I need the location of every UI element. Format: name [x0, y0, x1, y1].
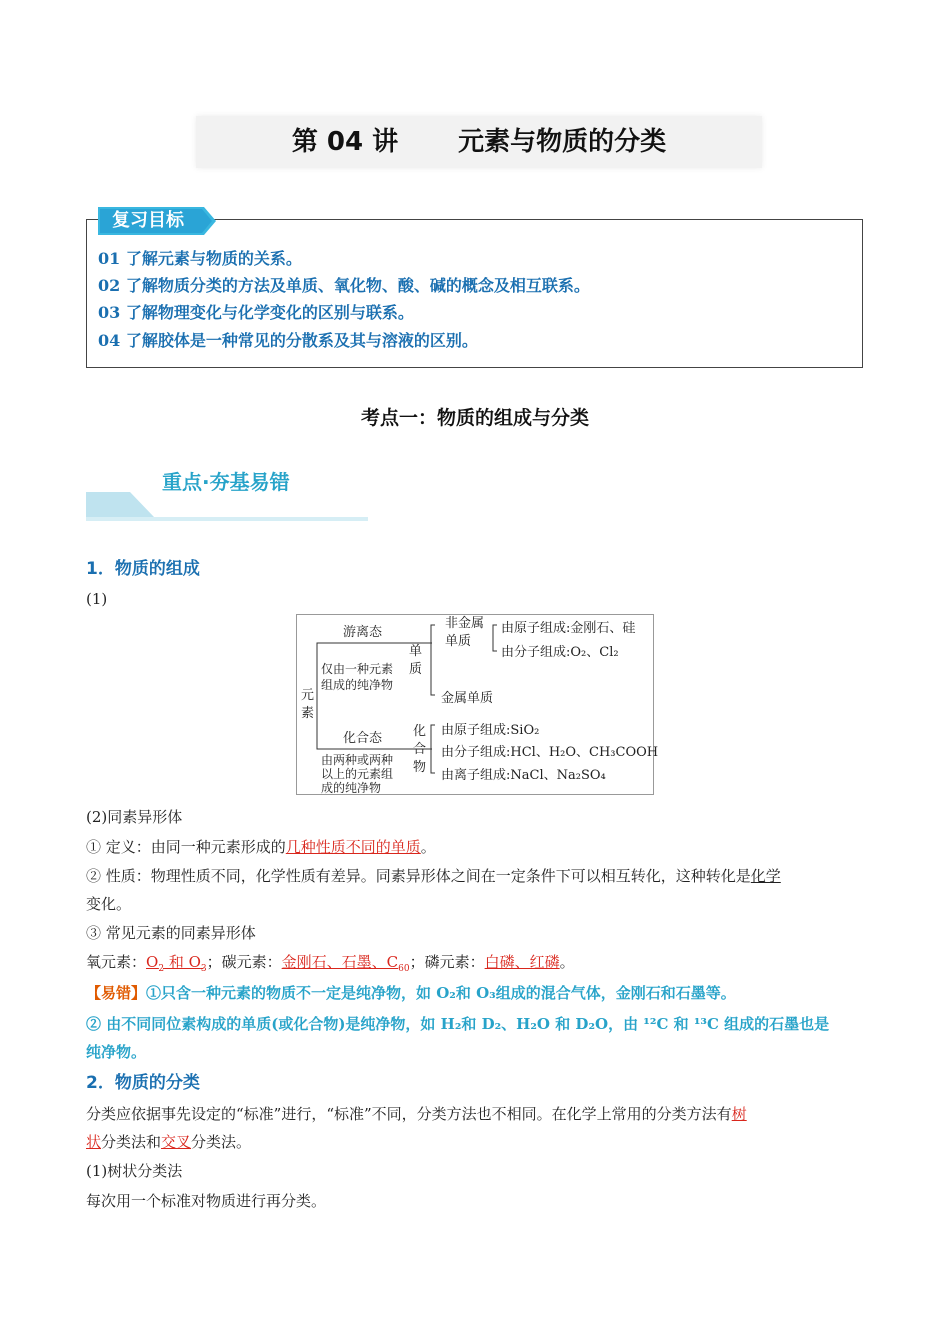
- page-title: [196, 116, 762, 168]
- part2-sub1-desc: 每次用一个标准对物质进行再分类。: [86, 1192, 327, 1210]
- goal-item: 03 了解物理变化与化学变化的区别与联系。: [98, 303, 414, 322]
- oxygen-answer: $O_2$ 和 $O_3$: [146, 953, 207, 974]
- diagram-simple: 单 质: [409, 644, 423, 677]
- key-title-bar: [86, 492, 368, 522]
- warning-2-cont: 纯净物。: [86, 1043, 147, 1061]
- property-answer: 化学: [750, 867, 781, 885]
- lecture-number: 第 04 讲: [291, 127, 399, 157]
- diagram-nonmetal: 非金属 单质: [445, 616, 485, 649]
- part1-sub2: (2)同素异形体: [86, 808, 183, 826]
- definition-line: ① 定义：由同一种元素形成的几种性质不同的单质。: [86, 838, 436, 856]
- diagram-free-desc: 仅由一种元素 组成的纯净物: [321, 662, 394, 692]
- diagram-ion: 由离子组成:NaCl、Na₂SO₄: [441, 768, 606, 783]
- part2-line1: 分类应依据事先设定的“标准”进行，“标准”不同，分类方法也不相同。在化学上常用的分类方法有树: [86, 1105, 747, 1123]
- diagram-molecule2: 由分子组成:HCl、H₂O、CH₃COOH: [441, 745, 659, 760]
- property-line2: 变化。: [86, 895, 132, 913]
- warning-1: 【易错】①只含一种元素的物质不一定是纯净物，如 O₂和 O₃组成的混合气体，金刚石和石墨等。: [86, 984, 736, 1002]
- warning-tag: 【易错】: [86, 984, 147, 1002]
- part1-sub1: (1): [86, 590, 108, 608]
- diagram-compound: 化 合 物: [413, 724, 427, 775]
- allotrope-examples: 氧元素：$O_2$ 和 $O_3$；碳元素：金刚石、石墨、$C_{60}$；磷元素：白磷、红磷。: [86, 953, 575, 974]
- part2-answer1b: 状: [86, 1133, 102, 1151]
- classification-diagram: [296, 614, 659, 795]
- diagram-atom2: 由原子组成:SiO₂: [441, 723, 540, 738]
- diagram-element: 元 素: [301, 688, 315, 721]
- carbon-answer: 金刚石、石墨、$C_{60}$: [281, 953, 410, 974]
- goals-tag-label: 复习目标: [112, 210, 184, 231]
- diagram-free-state: 游离态: [343, 625, 383, 640]
- goal-item: 02 了解物质分类的方法及单质、氧化物、酸、碱的概念及相互联系。: [98, 276, 590, 295]
- diagram-molecule1: 由分子组成:O₂、Cl₂: [501, 645, 619, 660]
- goal-item: 01 了解元素与物质的关系。: [98, 249, 302, 268]
- part1-heading: 1．物质的组成: [86, 559, 200, 579]
- part2-line2: 状分类法和交叉分类法。: [86, 1133, 252, 1151]
- goal-item: 04 了解胶体是一种常见的分散系及其与溶液的区别。: [98, 331, 478, 350]
- section-heading: 考点一：物质的组成与分类: [360, 407, 589, 429]
- diagram-metal: 金属单质: [441, 691, 494, 706]
- part2-answer1: 树: [731, 1105, 747, 1123]
- property-line: ② 性质：物理性质不同，化学性质有差异。同素异形体之间在一定条件下可以相互转化，这种转化是化学: [86, 867, 781, 885]
- diagram-atom1: 由原子组成:金刚石、硅: [501, 621, 636, 636]
- common-allotropes: ③ 常见元素的同素异形体: [86, 924, 256, 942]
- definition-answer: 几种性质不同的单质: [285, 838, 421, 856]
- key-title: 重点·夯基易错: [162, 470, 290, 494]
- diagram-compound-desc: 由两种或两种 以上的元素组 成的纯净物: [321, 753, 394, 795]
- diagram-compound-state: 化合态: [343, 731, 383, 746]
- phosphorus-answer: 白磷、红磷: [484, 953, 560, 971]
- part2-sub1: (1)树状分类法: [86, 1162, 183, 1180]
- part2-heading: 2．物质的分类: [86, 1073, 200, 1093]
- warning-2: ② 由不同同位素构成的单质(或化合物)是纯净物，如 H₂和 D₂、H₂O 和 D₂O，由 ¹²C 和 ¹³C 组成的石墨也是: [86, 1015, 830, 1033]
- lecture-topic: 元素与物质的分类: [458, 127, 667, 157]
- part2-answer2: 交叉: [161, 1133, 192, 1151]
